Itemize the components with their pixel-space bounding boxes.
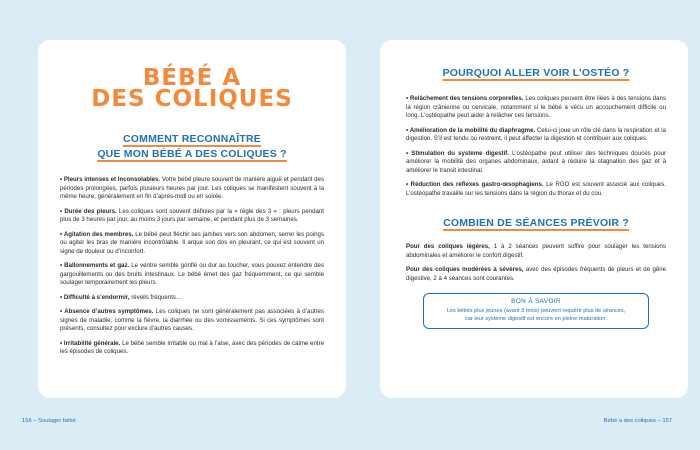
symptom-item: • Durée des pleurs. Les coliques sont souvent définies par la « règle des 3 » : pleurs pendant plus de 3 heures par jour, au moins 3 jours par semaine, et pendant plus de 3 semaines.: [60, 207, 325, 223]
section-heading-why-osteo: [406, 66, 666, 81]
chapter-title-line1: BÉBÉ A: [142, 65, 242, 91]
good-to-know-line1: Les bébés plus jeunes (avant 3 mois) peuvent requérir plus de séances,: [446, 308, 626, 314]
benefit-item: • Stimulation du système digestif. L’ostéopathe peut utiliser des techniques douces pour améliorer la mobilité des organes abdominaux, aidant à réduire la stagnation des gaz et à améliorer le transit intestinal.: [406, 149, 666, 174]
left-page: [38, 40, 346, 398]
section-heading-sessions-text: COMBIEN DE SÉANCES PRÉVOIR ?: [443, 217, 629, 229]
section-heading-recognize: [60, 132, 324, 162]
good-to-know-title: BON À SAVOIR: [511, 298, 561, 305]
good-to-know-box: [423, 293, 649, 329]
good-to-know-line2: car leur système digestif est encore en pleine maturation.: [465, 315, 607, 322]
symptom-item: • Absence d’autres symptômes. Les coliques ne sont généralement pas associées à d’autres signes de maladie, comme la fièvre, la diarrhée ou des vomissements. Si ces symptômes sont présents, consultez pour exclure d’autres causes.: [60, 308, 324, 332]
section-heading-recognize-line1: COMMENT RECONNAÎTRE: [123, 133, 261, 145]
symptom-item: • Agitation des membres. Le bébé peut fléchir ses jambes vers son abdomen, serrer les poings ou agiter les bras de manière incontrôlable. Il arque son dos en pleurant, ce qui est souvent un signe de douleur ou d’inconfort.: [60, 230, 324, 255]
session-item: Pour des coliques modérées à sévères, avec des épisodes fréquents de pleurs et de gêne digestive, 2 à 4 séances sont courantes.: [406, 266, 666, 282]
section-heading-why-osteo-text: POURQUOI ALLER VOIR L’OSTÉO ?: [442, 67, 630, 79]
symptom-item: • Pleurs intenses et inconsolables. Votre bébé pleure souvent de manière aiguë et pendant des périodes prolongées, parfois plusieurs heures par jour. Les coliques se manifestent souvent à la même heure, généralement en fin d’après-midi ou en soirée.: [60, 176, 324, 200]
benefit-item: • Amélioration de la mobilité du diaphragme. Celui-ci joue un rôle clé dans la respiration et la digestion. S’il est tendu ou restreint, il peut affecter la digestion et contribuer aux coliques.: [406, 126, 666, 142]
symptom-item: • Ballonnements et gaz. Le ventre semble gonflé ou dur au toucher, vous pouvez entendre des gargouillements ou des bruits intestinaux. Le bébé émet des gaz fréquemment, ce qui semble soulager temporairement les pleurs.: [60, 262, 324, 286]
section-heading-sessions: [406, 216, 666, 231]
footer-right-page-number: Bébé a des coliques – 157: [603, 418, 672, 424]
benefit-item: • Relâchement des tensions corporelles. Les coliques peuvent être liées à des tensions dans la région crânienne ou cervicale, notamment si le bébé a vécu un accouchement difficile ou long. L’ostéopathe peut aider à relâcher ces tensions.: [406, 95, 666, 119]
chapter-title: [60, 65, 324, 112]
footer-left-page-number: 156 – Soulager bébé: [22, 418, 76, 424]
benefit-item: • Réduction des réflexes gastro-œsophagiens. Le RGO est souvent associé aux coliques. L’ostéopathe travaille sur les tensions dans la région du thorax et du cou.: [406, 181, 666, 197]
symptom-item: • Irritabilité générale. Le bébé semble irritable ou mal à l’aise, avec des périodes de calme entre les épisodes de coliques.: [60, 339, 324, 355]
session-item: Pour des coliques légères, 1 à 2 séances peuvent suffire pour soulager les tensions abdominales et améliorer le confort digestif.: [406, 243, 666, 259]
chapter-title-line2: DES COLIQUES: [91, 86, 293, 112]
symptom-item: • Difficulté à s’endormir, réveils fréquents…: [60, 293, 183, 301]
right-page: [380, 40, 688, 398]
section-heading-recognize-line2: QUE MON BÉBÉ A DES COLIQUES ?: [97, 148, 287, 160]
